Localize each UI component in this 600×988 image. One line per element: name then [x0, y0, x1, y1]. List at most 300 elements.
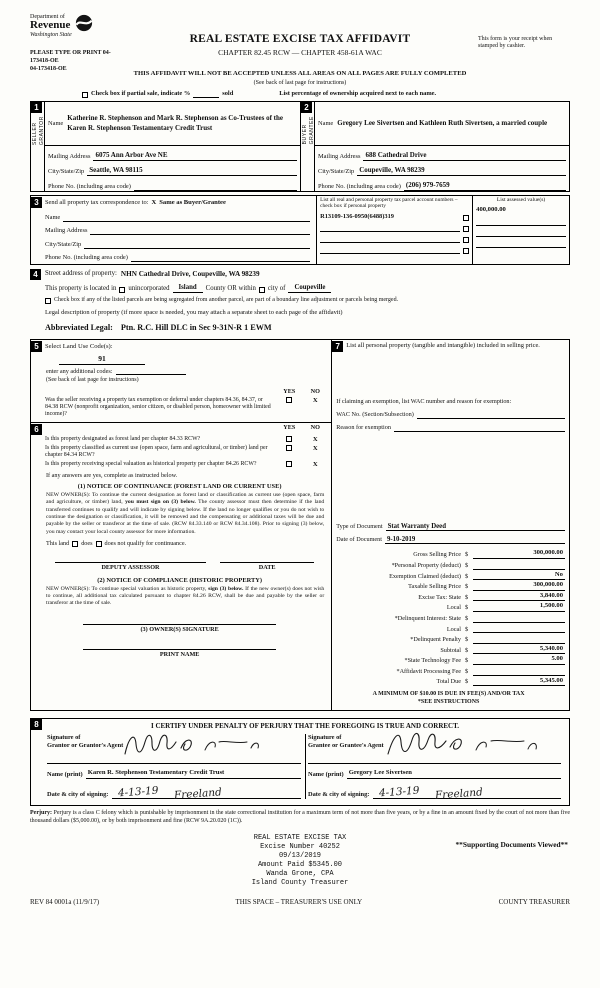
money-label: Subtotal: [440, 646, 461, 654]
seller-fields: [45, 102, 300, 191]
same-as-label: Same as Buyer/Grantee: [159, 199, 226, 206]
does-label: does: [81, 540, 93, 548]
city-of-label: city of: [267, 285, 286, 292]
dor-logo-text: [30, 14, 72, 38]
money-row-delinq-int-state: [336, 612, 565, 623]
dept-state-label: Washington State: [30, 31, 72, 38]
county-treasurer-label: COUNTY TREASURER: [498, 897, 570, 906]
money-value: [473, 668, 565, 676]
does-checkbox: [72, 541, 78, 547]
sold-label: sold: [222, 90, 234, 97]
section-6-number: 6: [31, 424, 42, 435]
grantor-date-city-line: [112, 783, 301, 802]
buyer-city-value: Coupeville, WA 98239: [357, 166, 566, 176]
sec6-no-header: NO: [310, 423, 320, 431]
type-note-line1: PLEASE TYPE OR PRINT 04-: [30, 50, 111, 56]
grantor-name-print-label: Name (print): [47, 770, 83, 778]
grantor-signing-date: 4-13-19: [118, 784, 160, 800]
forest-no-mark: X: [312, 435, 318, 443]
corr-city-row: [31, 235, 313, 249]
money-row-processing-fee: [336, 665, 565, 676]
segregated-row: [45, 297, 570, 305]
money-label: *Personal Property (deduct): [391, 561, 461, 569]
deputy-assessor-label: DEPUTY ASSESSOR: [55, 562, 206, 572]
section-1-number: 1: [31, 102, 42, 113]
assessed-header: List assessed value(s): [496, 197, 546, 203]
grantee-name-row: [308, 766, 561, 779]
seller-city-row: [45, 161, 300, 176]
dollar-sign: $: [464, 561, 469, 569]
notice2-part-a: NEW OWNER(S): To continue special valuation as historic property,: [46, 585, 209, 592]
parcel-4-checkbox: [463, 248, 469, 254]
money-label: *Delinquent Penalty: [410, 636, 461, 644]
dollar-sign: $: [464, 657, 469, 665]
reason-value: [394, 424, 565, 432]
seller-city-label: City/State/Zip: [48, 168, 85, 175]
money-label: Local: [446, 604, 461, 612]
notice2-part-b: If the new owner(s) does not wish to continue, all additional tax calculated pursuant to chapter 84.26 RCW, shall be due and payable by the seller or transferor at the time of sale.: [46, 585, 325, 607]
if-yes-note: If any answers are yes, complete as instructed below.: [46, 471, 178, 479]
same-as-x-mark: X: [151, 199, 157, 206]
located-pre-label: This property is located in: [45, 285, 117, 292]
assessed-line-3: [476, 226, 566, 237]
seller-label: SELLER: [32, 122, 38, 146]
date-of-document-value: 9-10-2019: [385, 536, 565, 544]
correspondence-block: [31, 196, 316, 264]
parcel-row-3: [320, 232, 469, 243]
grantee-sig-label-1: Signature of: [308, 733, 342, 741]
deputy-assessor-row: [55, 562, 314, 572]
historic-yes-cell: [276, 461, 302, 469]
treasurer-space-label: THIS SPACE – TREASURER'S USE ONLY: [235, 897, 363, 906]
grantor-name-row: [47, 766, 301, 779]
money-value: [473, 562, 565, 570]
money-label: *State Technology Fee: [404, 657, 461, 665]
land-use-label: Select Land Use Code(s):: [45, 343, 113, 351]
see-back-note: (See back of last page for instructions): [253, 80, 347, 86]
partial-sale-row: [30, 90, 570, 98]
land-use-header: [31, 341, 328, 352]
seller-section: [31, 102, 300, 191]
seller-strip: [31, 102, 45, 191]
deferral-question-row: [31, 397, 328, 419]
partial-sale-checkbox: [82, 92, 88, 98]
perjury-note: [30, 810, 570, 826]
notice-compliance-title: (2) NOTICE OF COMPLIANCE (HISTORIC PROPERTY): [97, 576, 262, 584]
money-value: 3,840.00: [473, 592, 565, 602]
wac-value: [417, 411, 565, 419]
grantor-signature-area: [47, 734, 301, 764]
section-5-box: [31, 340, 331, 423]
forest-yes-cell: [276, 436, 302, 444]
grantor-signing-city: Freeland: [174, 786, 223, 802]
dollar-sign: $: [464, 614, 469, 622]
assessed-column: [472, 196, 569, 264]
section-4-block: [30, 269, 570, 333]
form-chapter: CHAPTER 82.45 RCW — CHAPTER 458-61A WAC: [218, 48, 382, 58]
left-column: [31, 340, 332, 710]
seller-vertical-labels: [32, 116, 45, 145]
additional-codes-label: enter any additional codes:: [46, 367, 113, 375]
grantor-date-city-label: Date & city of signing:: [47, 790, 109, 798]
notice-continuance-title: (1) NOTICE OF CONTINUANCE (FOREST LAND OR CURRENT USE): [77, 482, 282, 490]
abbreviated-legal-label: Abbreviated Legal:: [45, 322, 113, 332]
money-value: 5,340.00: [473, 645, 565, 655]
money-row-total-due: [336, 676, 565, 687]
money-row-excise-local: [336, 601, 565, 612]
notice1-part-b: The county assessor must then determine if the land transferred continues to qualify and will indicate by signing below. If the land no longer qualifies or you do not wish to continue the designation or classification, it will be removed and the compensating or additional taxes will be due and payable by the seller or transferor at the time of sale. (RCW 84.33.140 or RCW 84.34.108). Prior to signing (3) below, you may contact your local county assessor for more information.: [46, 499, 325, 535]
money-label: Gross Selling Price: [413, 551, 461, 559]
money-value: No: [473, 571, 565, 581]
excise-tax-stamp: [190, 834, 410, 889]
grantor-date-city-row: [47, 781, 301, 802]
land-use-code-value: 91: [59, 354, 145, 364]
city-value: Coupeville: [288, 284, 331, 293]
notice1-part-a: NEW OWNER(S): To continue the current designation as forest land or classification as current use (open space, farm and agriculture, or timber) land,: [46, 491, 325, 506]
grantor-sig-label-2: Grantor or Grantor's Agent: [47, 741, 124, 749]
located-mid-label: County OR within: [205, 285, 256, 292]
assessor-date-label: DATE: [220, 562, 314, 572]
segregated-label: Check box if any of the listed parcels are being segregated from another parcel, are part of a boundary line adjustment or parcels being merged.: [54, 297, 399, 304]
money-label: Taxable Selling Price: [408, 583, 461, 591]
buyer-phone-value: (206) 979-7659: [404, 181, 566, 191]
parcel-header: List all real and personal property tax parcel account numbers – check box if personal property: [320, 197, 458, 210]
legal-description-label: Legal description of property (if more space is needed, you may attach a separate sheet to each page of the affidavit): [45, 308, 343, 316]
buyer-strip: [301, 102, 315, 191]
seller-mailing-value: 6075 Ann Arbor Ave NE: [93, 151, 297, 161]
current-use-yes-checkbox: [286, 445, 292, 451]
dept-name: Revenue: [30, 19, 71, 32]
correspondence-header: [31, 197, 313, 208]
abbreviated-legal-row: [45, 323, 570, 333]
money-label: Total Due: [436, 678, 461, 686]
money-value: [473, 636, 565, 644]
exemption-label: If claiming an exemption, list WAC number and reason for exemption:: [336, 398, 512, 406]
section-4-number: 4: [30, 269, 41, 280]
unincorporated-checkbox: [119, 287, 125, 293]
land-use-code-row: [59, 354, 328, 364]
money-value: 300,000.00: [473, 549, 565, 559]
county-value: Island: [173, 284, 203, 293]
corr-mailing-row: [31, 222, 313, 236]
type-of-document-label: Type of Document: [336, 522, 383, 530]
section-8-box: [30, 718, 570, 806]
section-7-box: [332, 340, 569, 710]
dor-swoosh-icon: [75, 14, 93, 32]
corr-name-value: [63, 214, 310, 222]
ownership-note: List percentage of ownership acquired next to each name.: [279, 90, 437, 97]
notice2-bold: sign (3) below.: [208, 585, 244, 592]
grantee-signature-block: [305, 733, 565, 802]
money-label: Exemption Claimed (deduct): [389, 572, 461, 580]
buyer-mailing-label: Mailing Address: [318, 153, 361, 160]
grantee-date-city-row: [308, 781, 561, 802]
grantor-sig-label-1: Signature of: [47, 733, 81, 741]
buyer-name-value: Gregory Lee Sivertsen and Kathleen Ruth Sivertsen, a married couple: [337, 118, 548, 127]
money-value: 300,000.00: [473, 581, 565, 591]
money-value: 5,345.00: [473, 677, 565, 687]
seller-mailing-row: [45, 146, 300, 161]
buyer-section: [300, 102, 569, 191]
money-row-delinq-penalty: [336, 633, 565, 644]
seller-name-row: [45, 102, 300, 146]
money-row-delinq-int-local: [336, 623, 565, 634]
deferral-no-mark: X: [312, 396, 318, 404]
forest-yes-checkbox: [286, 436, 292, 442]
document-money-block: [332, 518, 565, 707]
buyer-city-row: [315, 161, 569, 176]
parties-box: [30, 101, 570, 192]
parcel-number-value: R13109-136-0950(6488)319: [320, 212, 394, 220]
grantee-name-print-label: Name (print): [308, 770, 344, 778]
section-5-number: 5: [31, 341, 42, 352]
assessed-value: 400,000.00: [476, 206, 506, 214]
corr-name-label: Name: [45, 213, 61, 221]
money-row-personal: [336, 559, 565, 570]
corr-phone-value: [131, 254, 310, 262]
perjury-label: Perjury:: [30, 810, 52, 817]
money-row-tech-fee: [336, 654, 565, 665]
buyer-phone-row: [315, 176, 569, 191]
seller-name-value: Katherine R. Stephenson and Mark R. Stephenson as Co-Trustees of the Karen R. Stephenson Testamentary Credit Trust: [67, 114, 283, 132]
continuance-line: [46, 540, 328, 548]
street-address-label: Street address of property:: [45, 270, 117, 278]
reason-row: [336, 424, 565, 432]
grantee-label: GRANTEE: [309, 116, 315, 145]
additional-codes-row: [46, 368, 328, 376]
treasurer-stamp-zone: [30, 834, 570, 894]
segregated-checkbox: [45, 298, 51, 304]
notice1-bold: you must sign on (3) below.: [125, 499, 196, 506]
grantee-signing-city: Freeland: [435, 786, 484, 802]
sec5-yes-no-header: [31, 388, 328, 396]
wac-label: WAC No. (Section/Subsection): [336, 411, 414, 419]
grantee-date-city-label: Date & city of signing:: [308, 790, 370, 798]
current-use-question: Is this property classified as current use (open space, farm and agricultural, or timber) land per chapter 84.34 RCW?: [45, 444, 268, 459]
corr-phone-label: Phone No. (including area code): [45, 254, 128, 261]
buyer-city-label: City/State/Zip: [318, 168, 355, 175]
form-code-2: 04-173418-OE: [30, 65, 67, 72]
buyer-name-label: Name: [318, 119, 334, 127]
wac-row: [336, 411, 565, 419]
unincorporated-label: unincorporated: [128, 285, 170, 292]
section-7-number: 7: [332, 341, 343, 352]
grantee-sig-label-2: Grantee or Grantee's Agent: [308, 741, 384, 749]
seller-city-value: Seattle, WA 98115: [87, 166, 297, 176]
grantor-signature-block: [45, 733, 305, 802]
seller-phone-row: [45, 176, 300, 191]
seller-mailing-label: Mailing Address: [48, 153, 91, 160]
grantee-signature-area: [308, 734, 561, 764]
current-use-no-mark: X: [312, 444, 318, 452]
grantee-date-city-line: [373, 783, 561, 802]
stamp-line-1: REAL ESTATE EXCISE TAX: [253, 833, 347, 842]
forest-land-row: [31, 436, 328, 444]
current-use-yes-cell: [276, 445, 302, 453]
parcel-column: [316, 196, 472, 264]
this-land-label: This land: [46, 540, 70, 548]
parcel-3-line: [320, 235, 460, 243]
parcel-2-line: [320, 224, 460, 232]
sec6-header: [31, 424, 328, 435]
additional-codes-line: [116, 368, 186, 375]
grantee-signature-scrawl: [380, 728, 550, 762]
dollar-sign: $: [464, 678, 469, 686]
parcel-4-line: [320, 246, 460, 254]
stamp-line-2: Excise Number 40252: [260, 842, 340, 851]
dollar-sign: $: [464, 551, 469, 559]
corr-name-row: [31, 208, 313, 222]
buyer-name-row: [315, 102, 569, 146]
historic-question: Is this property receiving special valuation as historical property per chapter 84.26 RCW?: [45, 460, 257, 467]
assessed-line-2: [476, 215, 566, 226]
seller-name-label: Name: [48, 119, 64, 127]
print-name-label: PRINT NAME: [83, 649, 276, 659]
sec6-yes-no-header: [276, 424, 328, 435]
forest-land-question: Is this property designated as forest land per chapter 84.33 RCW?: [45, 435, 201, 442]
stamp-line-4: Amount Paid $5345.00: [257, 861, 342, 870]
deferral-yes-cell: [276, 397, 302, 405]
parcel-row-2: [320, 221, 469, 232]
title-block: [140, 32, 460, 58]
grantor-signature-scrawl: [119, 728, 279, 762]
historic-no-mark: X: [312, 460, 318, 468]
header: [30, 14, 570, 90]
minimum-fee-note: A MINIMUM OF $10.00 IS DUE IN FEE(S) AND/OR TAX: [372, 691, 525, 698]
seller-phone-value: [134, 183, 297, 191]
corr-mailing-label: Mailing Address: [45, 227, 88, 234]
dollar-sign: $: [464, 636, 469, 644]
section-3-number: 3: [31, 197, 42, 208]
dollar-sign: $: [464, 604, 469, 612]
dollar-sign: $: [464, 667, 469, 675]
current-use-row: [31, 445, 328, 460]
section-6-box: [31, 423, 331, 711]
money-row-gross: [336, 549, 565, 560]
corr-city-label: City/State/Zip: [45, 240, 82, 248]
city-of-checkbox: [259, 287, 265, 293]
type-of-document-row: [336, 523, 565, 531]
grantor-name-print-value: Karen R. Stephenson Testamentary Credit Trust: [86, 769, 301, 779]
money-row-excise-state: [336, 591, 565, 602]
see-instructions-note: *SEE INSTRUCTIONS: [417, 698, 480, 705]
money-value: 1,500.00: [473, 602, 565, 612]
buyer-fields: [315, 102, 569, 191]
section-8-number: 8: [31, 719, 42, 730]
partial-sale-percent-line: [193, 91, 219, 98]
dollar-sign: $: [464, 625, 469, 633]
buyer-mailing-row: [315, 146, 569, 161]
street-address-value: NHN Cathedral Drive, Coupeville, WA 98239: [120, 270, 260, 278]
date-of-document-row: [336, 536, 565, 544]
money-row-subtotal: [336, 644, 565, 655]
sections-5-6-7: [30, 339, 570, 711]
corr-city-value: [84, 241, 310, 249]
section-2-number: 2: [301, 102, 312, 113]
money-value: [473, 615, 565, 623]
receipt-note: This form is your receipt when stamped by cashier.: [478, 36, 553, 50]
stamp-line-3: 09/13/2019: [278, 852, 321, 861]
corr-mailing-value: [90, 227, 310, 235]
assessed-line-4: [476, 237, 566, 248]
dor-logo: [30, 14, 93, 38]
money-label: Local: [446, 625, 461, 633]
warning-line: THIS AFFIDAVIT WILL NOT BE ACCEPTED UNLESS ALL AREAS ON ALL PAGES ARE FULLY COMPLETED: [133, 70, 467, 77]
partial-sale-label: Check box if partial sale, indicate %: [91, 90, 191, 97]
partial-sale-left: [82, 90, 233, 98]
deferral-yes-checkbox: [286, 397, 292, 403]
owners-signature-label: (3) OWNER(S) SIGNATURE: [83, 624, 276, 634]
corr-phone-row: [31, 249, 313, 263]
historic-row: [31, 461, 328, 469]
dollar-sign: $: [464, 593, 469, 601]
money-row-exemption: [336, 570, 565, 581]
parcel-row-1: [320, 210, 469, 221]
notice-continuance-text: [46, 492, 324, 536]
reason-label: Reason for exemption: [336, 424, 391, 432]
stamp-line-6: Island County Treasurer: [251, 879, 349, 888]
money-value: 5.00: [473, 655, 565, 665]
money-label: *Delinquent Interest: State: [394, 614, 461, 622]
buyer-label: BUYER: [302, 124, 308, 145]
abbreviated-legal-value: Ptn. R.C. Hill DLC in Sec 9-31N-R 1 EWM: [120, 322, 272, 332]
grantee-name-print-value: Gregory Lee Sivertsen: [347, 769, 561, 779]
personal-property-label: List all personal property (tangible and intangible) included in selling price.: [346, 342, 540, 350]
dollar-sign: $: [464, 583, 469, 591]
seller-phone-label: Phone No. (including area code): [48, 183, 131, 190]
no-header: NO: [310, 387, 320, 395]
sec6-yes-header: YES: [283, 423, 296, 431]
form-code-1: 173418-OE: [30, 57, 59, 64]
dollar-sign: $: [464, 572, 469, 580]
yes-header: YES: [283, 387, 296, 395]
type-of-document-value: Stat Warranty Deed: [386, 523, 565, 531]
personal-property-header: [332, 341, 565, 352]
street-address-row: [30, 269, 570, 280]
buyer-vertical-labels: [302, 116, 315, 144]
stamp-line-5: Wanda Grone, CPA: [266, 870, 334, 879]
footer-row: [30, 898, 570, 907]
section-3-box: [30, 195, 570, 265]
grantee-signing-date: 4-13-19: [379, 784, 421, 800]
notice-compliance-text: [46, 586, 324, 608]
supporting-documents-note: **Supporting Documents Viewed**: [455, 839, 568, 849]
located-in-row: [45, 284, 570, 293]
deferral-question: Was the seller receiving a property tax exemption or deferral under chapters 84.36, 84.37, or 84.38 RCW (nonprofit organization, senior citizen, or disabled person, homeowner with limited income)?: [45, 396, 271, 418]
buyer-mailing-value: 688 Cathedral Drive: [363, 151, 566, 161]
parcel-row-4: [320, 243, 469, 254]
date-of-document-label: Date of Document: [336, 535, 382, 543]
does-not-checkbox: [96, 541, 102, 547]
dollar-sign: $: [464, 646, 469, 654]
grantor-label: GRANTOR: [39, 116, 45, 146]
money-label: *Affidavit Processing Fee: [396, 667, 461, 675]
historic-yes-checkbox: [286, 461, 292, 467]
signature-grid: [45, 733, 565, 802]
sec5-see-back: (See back of last page for instructions): [46, 377, 139, 384]
rev-number: REV 84 0001a (11/9/17): [30, 897, 100, 906]
send-correspondence-label: Send all property tax correspondence to:: [45, 199, 149, 206]
does-not-label: does not qualify for continuance.: [104, 540, 187, 548]
buyer-phone-label: Phone No. (including area code): [318, 183, 401, 190]
money-value: [473, 625, 565, 633]
perjury-text: Perjury is a class C felony which is punishable by imprisonment in the state correctional institution for a maximum term of not more than five years, or by a fine in an amount fixed by the court of not more than five thousand dollars ($5,000.00), or by both imprisonment and fine (RCW 9A.20.020 (1C)).: [30, 810, 570, 825]
certify-statement: I CERTIFY UNDER PENALTY OF PERJURY THAT THE FOREGOING IS TRUE AND CORRECT.: [150, 722, 459, 731]
form-title: REAL ESTATE EXCISE TAX AFFIDAVIT: [189, 33, 411, 45]
dept-of-label: Department of: [30, 14, 65, 20]
money-row-taxable: [336, 580, 565, 591]
money-label: Excise Tax: State: [418, 593, 461, 601]
